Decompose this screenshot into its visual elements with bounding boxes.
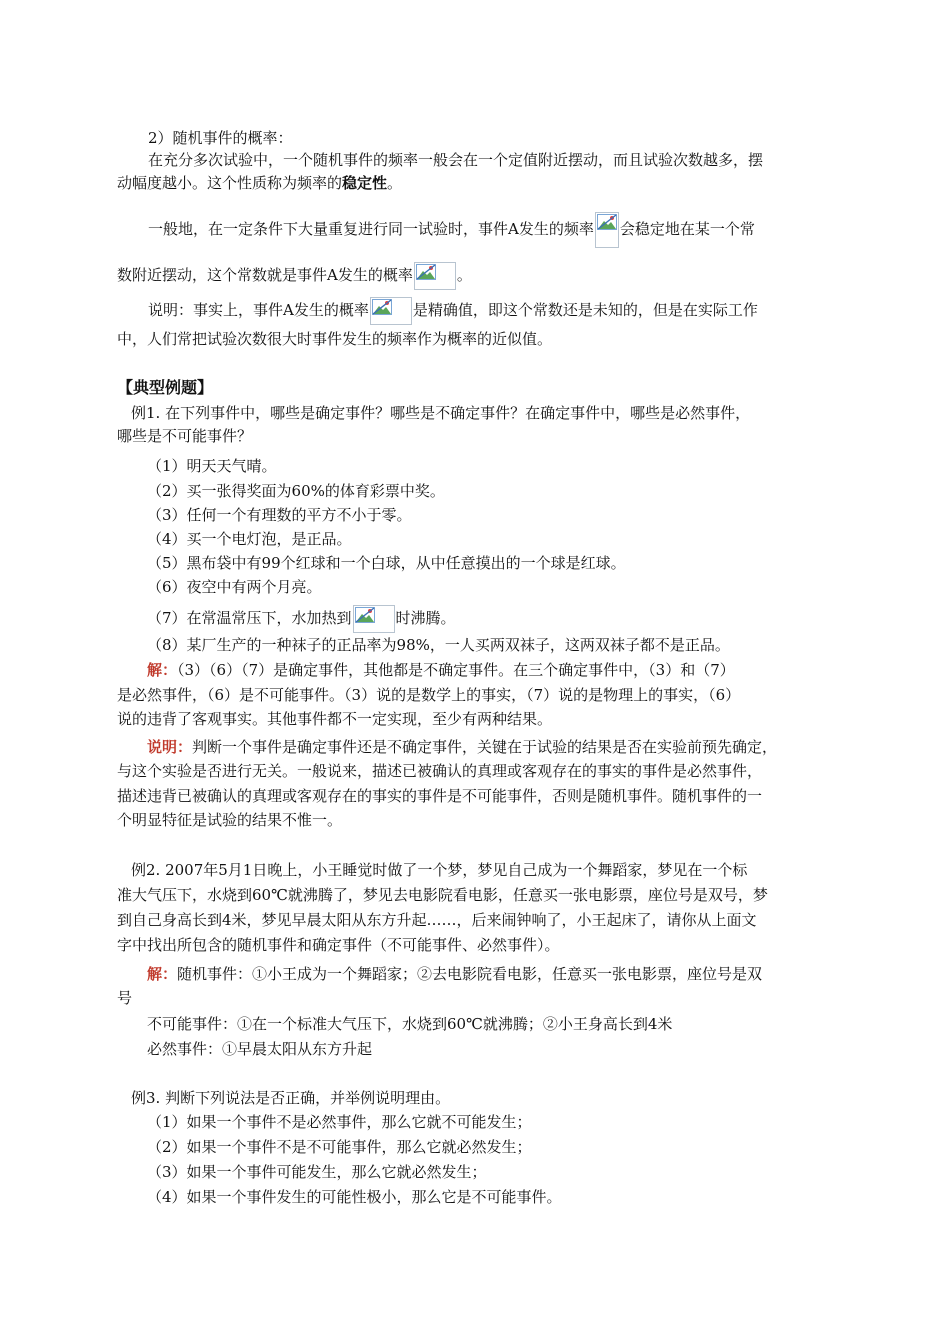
paragraph-frequency-1 — [148, 212, 755, 248]
ex1-item-6: （6）夜空中有两个月亮。 — [147, 578, 322, 596]
text: 时沸腾。 — [395, 609, 456, 627]
formula-image-icon — [370, 297, 412, 325]
ex1-item-2: （2）买一张得奖面为60%的体育彩票中奖。 — [147, 482, 445, 500]
solution-label: 解： — [147, 965, 178, 983]
ex2-solution-1 — [147, 963, 762, 985]
ex1-item-7 — [147, 605, 456, 633]
ex1-note-3: 描述违背已被确认的真理或客观存在的事实的事件是不可能事件，否则是随机事件。随机事件的一 — [117, 787, 763, 805]
formula-image-icon — [595, 212, 619, 248]
formula-image-icon — [353, 605, 395, 633]
ex2-solution-4: 必然事件：①早晨太阳从东方升起 — [147, 1040, 373, 1058]
paragraph-note-2: 中，人们常把试验次数很大时事件发生的频率作为概率的近似值。 — [117, 330, 553, 348]
ex1-item-5: （5）黑布袋中有99个红球和一个白球，从中任意摸出的一个球是红球。 — [147, 554, 626, 572]
ex1-note-2: 与这个实验是否进行无关。一般说来，描述已被确认的真理或客观存在的事实的事件是必然事件， — [117, 762, 763, 780]
ex3-item-3: （3）如果一个事件可能发生，那么它就必然发生； — [147, 1163, 487, 1181]
text: 动幅度越小。这个性质称为频率的 — [117, 174, 343, 192]
text: 是精确值，即这个常数还是未知的，但是在实际工作 — [412, 301, 758, 319]
text: 随机事件：①小王成为一个舞蹈家；②去电影院看电影，任意买一张电影票，座位号是双 — [177, 965, 763, 983]
ex2-question-4: 字中找出所包含的随机事件和确定事件（不可能事件、必然事件）。 — [117, 936, 560, 954]
note-label: 说明： — [147, 738, 193, 756]
bold-term: 稳定性 — [342, 174, 388, 192]
ex3-item-2: （2）如果一个事件不是不可能事件，那么它就必然发生； — [147, 1138, 532, 1156]
solution-label: 解： — [147, 661, 178, 679]
text: （7）在常温常压下，水加热到 — [147, 609, 352, 627]
paragraph-stability-1: 在充分多次试验中，一个随机事件的频率一般会在一个定值附近摆动，而且试验次数越多，摆 — [148, 151, 764, 169]
ex1-solution-2: 是必然事件，（6）是不可能事件。（3）说的是数学上的事实，（7）说的是物理上的事实，（6） — [117, 686, 741, 704]
paragraph-note-1 — [148, 297, 758, 325]
ex1-item-8: （8）某厂生产的一种袜子的正品率为98%，一人买两双袜子，这两双袜子都不是正品。 — [147, 636, 730, 654]
ex1-question-1: 例1. 在下列事件中，哪些是确定事件？哪些是不确定事件？在确定事件中，哪些是必然事件， — [131, 404, 751, 422]
examples-heading: 【典型例题】 — [117, 378, 214, 397]
ex1-solution-3: 说的违背了客观事实。其他事件都不一定实现，至少有两种结果。 — [117, 710, 553, 728]
ex1-item-1: （1）明天天气晴。 — [147, 457, 277, 475]
ex1-solution-1 — [147, 659, 735, 681]
ex2-solution-3: 不可能事件：①在一个标准大气压下，水烧到60℃就沸腾；②小王身高长到4米 — [147, 1015, 673, 1033]
ex1-question-2: 哪些是不可能事件？ — [117, 427, 253, 445]
text: 会稳定地在某一个常 — [619, 220, 755, 238]
text: 说明：事实上，事件A发生的概率 — [148, 301, 369, 319]
ex1-item-4: （4）买一个电灯泡，是正品。 — [147, 530, 352, 548]
ex3-item-1: （1）如果一个事件不是必然事件，那么它就不可能发生； — [147, 1113, 532, 1131]
text: 。 — [456, 266, 472, 284]
formula-image-icon — [414, 262, 456, 290]
text: 数附近摆动，这个常数就是事件A发生的概率 — [117, 266, 413, 284]
ex2-solution-2: 号 — [117, 989, 133, 1007]
ex2-question-3: 到自己身高长到4米，梦见早晨太阳从东方升起……，后来闹钟响了，小王起床了，请你从上面文 — [117, 911, 757, 929]
ex1-note-1 — [147, 736, 777, 758]
text: 判断一个事件是确定事件还是不确定事件，关键在于试验的结果是否在实验前预先确定， — [192, 738, 778, 756]
ex1-item-3: （3）任何一个有理数的平方不小于零。 — [147, 506, 412, 524]
section-title: 2）随机事件的概率： — [148, 129, 293, 147]
text: 。 — [387, 174, 403, 192]
ex2-question-2: 准大气压下，水烧到60℃就沸腾了，梦见去电影院看电影，任意买一张电影票，座位号是双号，梦 — [117, 886, 768, 904]
text: （3）（6）（7）是确定事件，其他都是不确定事件。在三个确定事件中，（3）和（7） — [177, 661, 735, 679]
text: 一般地，在一定条件下大量重复进行同一试验时，事件A发生的频率 — [148, 220, 594, 238]
paragraph-frequency-2 — [117, 262, 472, 290]
ex3-item-4: （4）如果一个事件发生的可能性极小，那么它是不可能事件。 — [147, 1188, 562, 1206]
ex2-question-1: 例2. 2007年5月1日晚上，小王睡觉时做了一个梦，梦见自己成为一个舞蹈家，梦见在一个标 — [131, 861, 748, 879]
paragraph-stability-2 — [117, 172, 402, 194]
ex1-note-4: 个明显特征是试验的结果不惟一。 — [117, 811, 343, 829]
ex3-question: 例3. 判断下列说法是否正确，并举例说明理由。 — [131, 1089, 451, 1107]
